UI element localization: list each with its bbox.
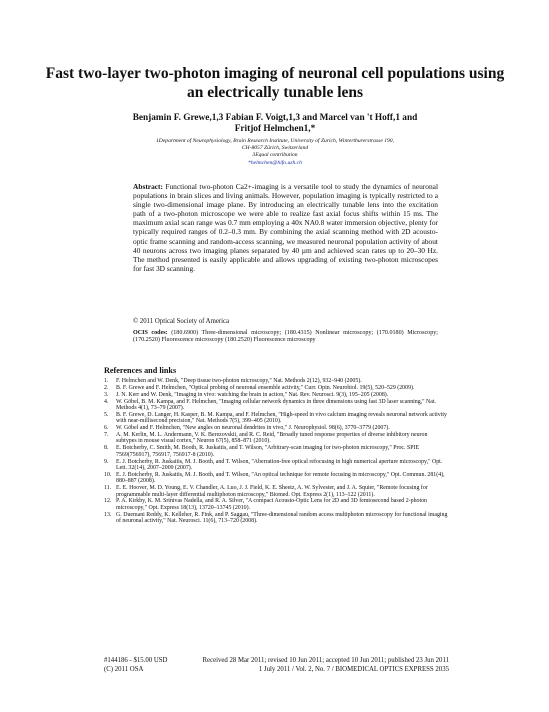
reference-number: 12. [104,498,112,505]
reference-number: 6. [104,425,109,432]
reference-item [104,385,449,391]
reference-number: 8. [104,445,109,452]
reference-text: E. J. Botcherby, R. Juskaitis, M. J. Booth, and T. Wilson, "An optical technique for remote focusing in microscopy," Opt. Commun. 281(4), 880–887 (2008). [116,471,445,485]
reference-item [104,512,449,525]
reference-text: P. A. Kirkby, K. M. Srinivas Nadella, and R. A. Silver, "A compact Acousto-Optic Lens for 2D and 3D femtosecond based 2-photon microscopy," Opt. Express 18(13), 13720–13745 (2010). [116,498,427,511]
reference-text: B. F. Grewe and F. Helmchen, "Optical probing of neuronal ensemble activity," Curr. Opin. Neurobiol. 19(5), 520–529 (2009). [116,384,415,391]
abstract-label: Abstract: [133,182,163,191]
reference-number: 9. [104,458,109,465]
reference-text: E. Botcherby, C. Smith, M. Booth, R. Juskaitis, and T. Wilson, "Arbitrary-scan imaging for two-photon microscopy," Proc. SPIE 7569(756917), 756917, 756917-8 (2010). [116,445,420,458]
footer-article-id: #144186 - $15.00 USD [104,657,168,664]
reference-item [104,459,449,472]
reference-number: 10. [104,471,112,478]
reference-item [104,392,449,398]
reference-item [104,445,449,458]
paper-title: Fast two-layer two-photon imaging of neuronal cell populations using an electrically tunable lens [45,65,505,101]
page-footer [104,657,449,674]
reference-text: E. J. Botcherby, R. Juskaitis, M. J. Booth, and T. Wilson, "Aberration-free optical refocusing in high numerical aperture microscopy," Opt. Lett. 32(14), 2007–2009 (2007). [116,458,443,472]
affiliation-line-1: 1Department of Neurophysiology, Brain Research Institute, University of Zurich, Winterthurerstrasse 190, [155,138,395,144]
reference-item [104,425,449,431]
reference-item [104,412,449,425]
author-list [60,113,490,135]
affiliations [60,138,490,167]
footer-journal-info: 1 July 2011 / Vol. 2, No. 7 / BIOMEDICAL OPTICS EXPRESS 2035 [258,665,449,673]
authors-line-1: Benjamin F. Grewe,1,3 Fabian F. Voigt,1,3 and Marcel van 't Hoff,1 and [132,113,418,123]
affiliation-line-2: CH-8057 Zürich, Switzerland [241,145,309,152]
reference-number: 13. [104,511,112,518]
reference-text: A. M. Kerlin, M. L. Andermann, V. K. Berezovskii, and R. C. Reid, "Broadly tuned response properties of diverse inhibitory neuron subtypes in mouse visual cortex," Neuron 67(5), 858–871 (2010). [116,431,428,445]
reference-number: 11. [104,485,112,492]
reference-text: E. E. Hoover, M. D. Young, E. V. Chandler, A. Luo, J. J. Field, K. E. Sheetz, A. W. Sylvester, and J. A. Squier, "Remote focusing for programmable multi-layer differential multiphoton microscopy," Biomed. Opt. Express 2(1), 113–122 (2011). [116,485,428,498]
reference-text: B. F. Grewe, D. Langer, H. Kasper, B. M. Kampa, and F. Helmchen, "High-speed in vivo calcium imaging reveals neuronal network activity with near-millisecond precision," Nat. Methods 7(5), 399–405 (2010). [116,411,447,425]
reference-number: 4. [104,398,109,405]
reference-number: 3. [104,391,109,398]
reference-text: W. Göbel, B. M. Kampa, and F. Helmchen, "Imaging cellular network dynamics in three dimensions using fast 3D laser scanning," Nat. Methods 4(1), 73–79 (2007). [116,398,437,411]
reference-list [104,378,449,525]
abstract-text: Functional two-photon Ca2+-imaging is a versatile tool to study the dynamics of neuronal populations in brain slices and living animals. However, population imaging is typically restricted to a single two-dimensional image plane. By introducing an electrically tunable lens into the excitation path of a two-photon microscope we were able to realize fast axial focus shifts within 15 ms. The maximum axial scan range was 0.7 mm employing a 40x NA0.8 water immersion objective, plenty for typically required ranges of 0.2–0.3 mm. By combining the axial scanning method with 2D acousto-optic frame scanning and random-access scanning, we measured neuronal population activity of about 40 neurons across two imaging planes separated by 40 µm and achieved scan rates up to 20–30 Hz. The method presented is easily applicable and allows upgrading of existing two-photon microscopes for fast 3D scanning. [133,182,438,273]
reference-number: 5. [104,411,109,418]
abstract [133,182,438,273]
ocis-label: OCIS codes: [133,330,168,336]
authors-line-2: Fritjof Helmchen1,* [234,124,316,134]
reference-number: 2. [104,384,109,391]
reference-number: 7. [104,431,109,438]
reference-item [104,378,449,384]
reference-item [104,498,449,511]
reference-item [104,399,449,412]
reference-text: F. Helmchen and W. Denk, "Deep tissue two-photon microscopy," Nat. Methods 2(12), 932–940 (2005). [116,378,362,384]
ocis-codes [133,330,438,344]
reference-number: 1. [104,378,109,384]
reference-text: G. Duemani Reddy, K. Kelleher, R. Fink, and P. Saggau, "Three-dimensional random access multiphoton microscopy for functional imaging of neuronal activity," Nat. Neurosci. 11(6), 713–720 (2008). [116,511,448,525]
reference-item [104,432,449,445]
reference-text: W. Göbel and F. Helmchen, "New angles on neuronal dendrites in vivo," J. Neurophysiol. 98(6), 3770–3779 (2007). [116,425,390,432]
ocis-text: (180.6900) Three-dimensional microscopy; (180.4315) Nonlinear microscopy; (170.0180) Microscopy; (170.2520) Fluorescence microscopy (180.2520) Fluorescence microscopy [133,330,438,343]
affiliation-line-3: 3Equal contribution [252,152,298,159]
corresponding-email-link[interactable]: *helmchen@hifo.uzh.ch [248,159,302,166]
reference-item [104,472,449,485]
footer-dates: Received 28 Mar 2011; revised 10 Jun 2011; accepted 10 Jun 2011; published 23 Jun 2011 [202,657,449,664]
reference-item [104,485,449,498]
reference-text: J. N. Kerr and W. Denk, "Imaging in vivo: watching the brain in action," Nat. Rev. Neurosci. 9(3), 195–205 (2008). [116,391,389,398]
references-heading: References and links [104,366,177,375]
copyright-notice: © 2011 Optical Society of America [133,318,230,325]
footer-copyright: (C) 2011 OSA [104,665,144,673]
